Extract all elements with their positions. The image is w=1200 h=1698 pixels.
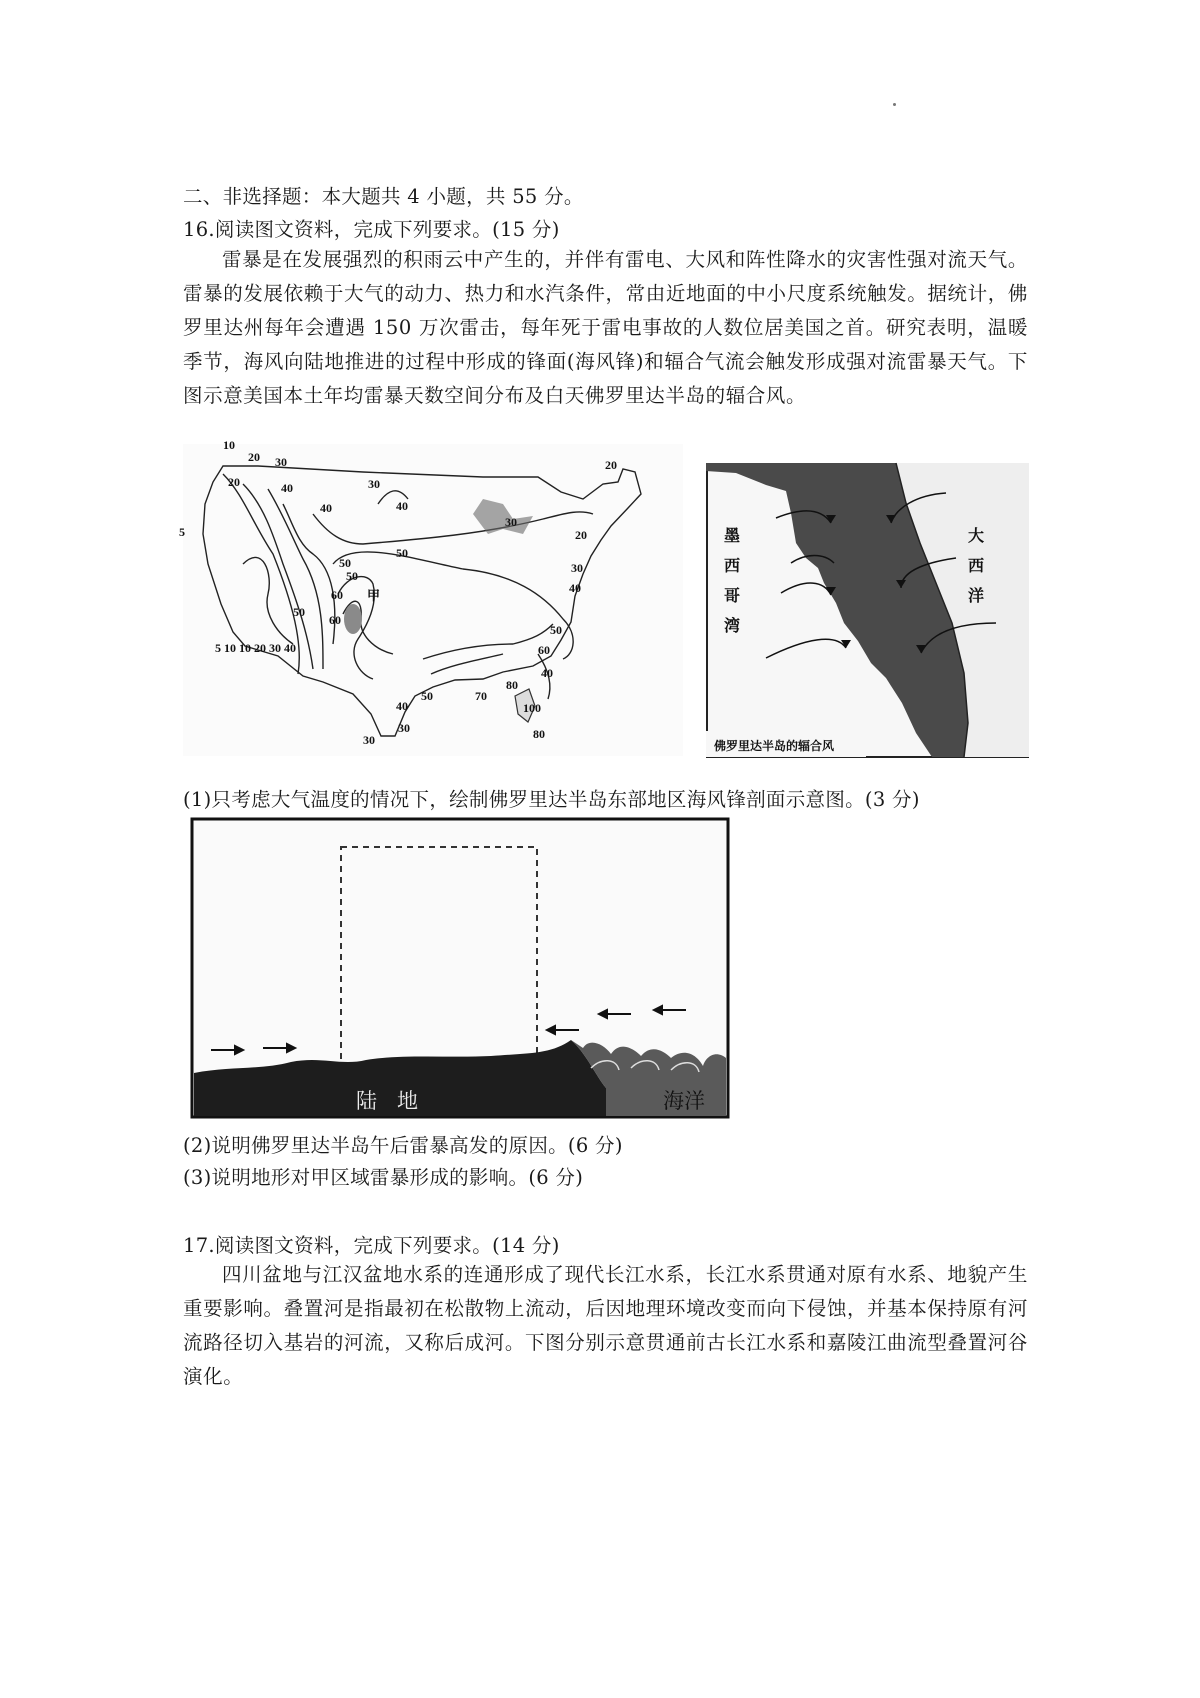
map-label: 50 xyxy=(421,689,433,703)
map-label: 50 xyxy=(339,556,351,570)
map-label: 5 10 10 20 30 40 xyxy=(215,641,296,655)
gulf-label-char: 西 xyxy=(724,556,741,575)
gulf-label-char: 墨 xyxy=(724,526,741,545)
map-label: 50 xyxy=(396,546,408,560)
map-label: 20 xyxy=(575,528,587,542)
atlantic-label-char: 大 xyxy=(968,526,985,545)
map-label: 60 xyxy=(538,643,550,657)
scan-speck xyxy=(893,103,896,106)
map-label: 40 xyxy=(541,666,553,680)
map-label: 30 xyxy=(275,455,287,469)
map-label: 50 xyxy=(293,605,305,619)
gulf-label-char: 湾 xyxy=(724,616,741,635)
section-header: 二、非选择题：本大题共 4 小题，共 55 分。 xyxy=(183,185,584,208)
map-label: 5 xyxy=(179,525,185,539)
map-label: 60 xyxy=(331,588,343,602)
atlantic-label-char: 洋 xyxy=(968,586,985,605)
map-label: 40 xyxy=(281,481,293,495)
us-thunderstorm-map xyxy=(179,438,683,756)
map-label: 20 xyxy=(228,475,240,489)
map-label: 30 xyxy=(363,733,375,747)
question-17-paragraph: 四川盆地与江汉盆地水系的连通形成了现代长江水系，长江水系贯通对原有水系、地貌产生重要影响。叠置河是指最初在松散物上流动，后因地理环境改变而向下侵蚀，并基本保持原有河流路径切入基岩的河流，又称后成河。下图分别示意贯通前古长江水系和嘉陵江曲流型叠置河谷演化。 xyxy=(183,1263,1028,1388)
map-label: 40 xyxy=(569,581,581,595)
map-label: 50 xyxy=(346,569,358,583)
map-label: 60 xyxy=(329,613,341,627)
map-label: 30 xyxy=(505,515,517,529)
map-label: 30 xyxy=(368,477,380,491)
atlantic-label-char: 西 xyxy=(968,556,985,575)
map-label: 40 xyxy=(396,699,408,713)
question-16-sub2: (2)说明佛罗里达半岛午后雷暴高发的原因。(6 分) xyxy=(183,1134,623,1157)
question-16-sub3: (3)说明地形对甲区域雷暴形成的影响。(6 分) xyxy=(183,1166,584,1189)
ocean-label: 海洋 xyxy=(663,1089,705,1113)
map-label-jia: 甲 xyxy=(367,588,381,603)
map-label: 40 xyxy=(396,499,408,513)
florida-map-caption: 佛罗里达半岛的辐合风 xyxy=(714,739,835,753)
map-label: 20 xyxy=(605,458,617,472)
map-label: 30 xyxy=(398,721,410,735)
map-label: 30 xyxy=(571,561,583,575)
map-label: 100 xyxy=(523,701,541,715)
map-label: 70 xyxy=(475,689,487,703)
map-label: 80 xyxy=(506,678,518,692)
florida-convergence-map xyxy=(706,463,1029,758)
gulf-label-char: 哥 xyxy=(724,586,741,605)
sea-breeze-front-diagram xyxy=(191,818,729,1118)
map-label: 50 xyxy=(550,623,562,637)
map-label: 80 xyxy=(533,727,545,741)
question-16-sub1: (1)只考虑大气温度的情况下，绘制佛罗里达半岛东部地区海风锋剖面示意图。(3 分) xyxy=(183,788,920,811)
map-label: 20 xyxy=(248,450,260,464)
land-label: 陆 地 xyxy=(356,1089,419,1113)
question-16-title: 16.阅读图文资料，完成下列要求。(15 分) xyxy=(183,218,560,241)
map-label: 40 xyxy=(320,501,332,515)
map-label: 10 xyxy=(223,438,235,452)
question-17-title: 17.阅读图文资料，完成下列要求。(14 分) xyxy=(183,1234,560,1257)
question-16-paragraph: 雷暴是在发展强烈的积雨云中产生的，并伴有雷电、大风和阵性降水的灾害性强对流天气。雷暴的发展依赖于大气的动力、热力和水汽条件，常由近地面的中小尺度系统触发。据统计，佛罗里达州每年会遭遇 150 万次雷击，每年死于雷电事故的人数位居美国之首。研究表明，温暖季节，海风向陆地推进的过程中形成的锋面(海风锋)和辐合气流会触发形成强对流雷暴天气。下图示意美国本土年均雷暴天数空间分布及白天佛罗里达半岛的辐合风。 xyxy=(183,248,1028,407)
